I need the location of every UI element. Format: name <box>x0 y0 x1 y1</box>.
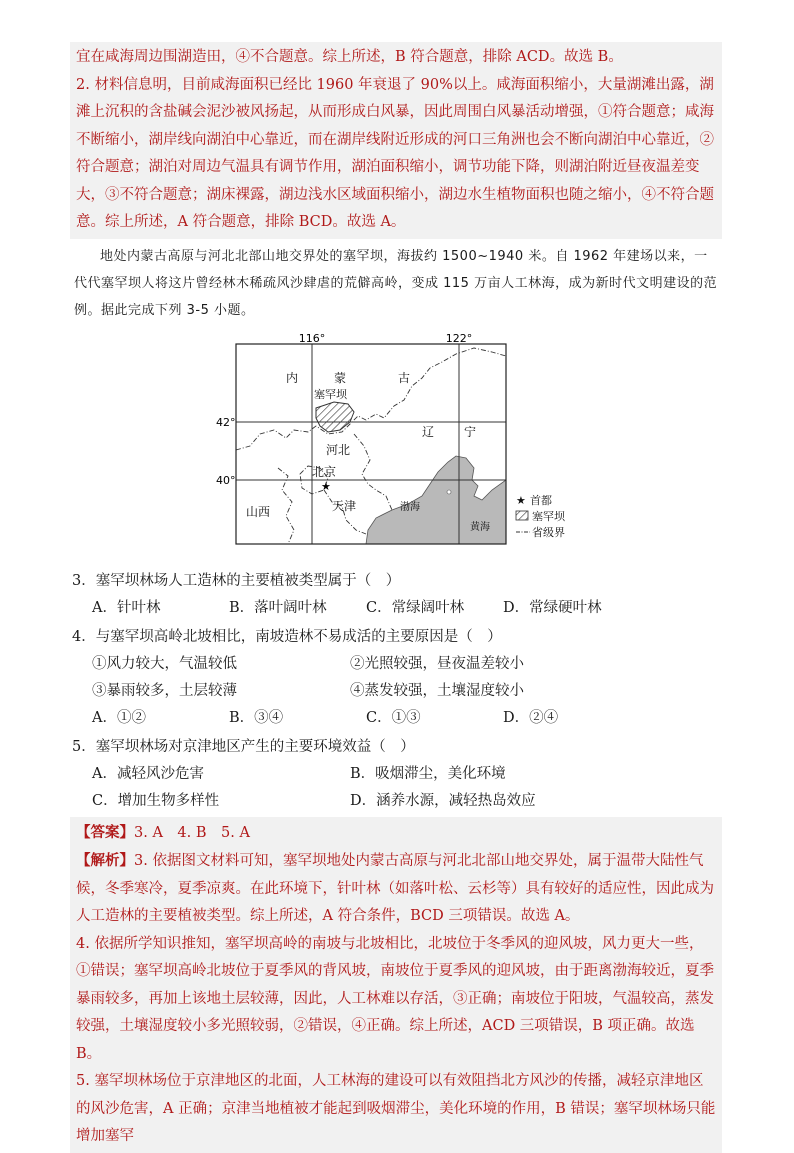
saihanba-location-map <box>216 334 636 566</box>
q5-option-c[interactable]: C．增加生物多样性 <box>92 792 220 809</box>
label-meng: 蒙 <box>334 370 347 385</box>
label-ning: 宁 <box>464 424 477 439</box>
question-3 <box>70 568 722 622</box>
lon-label-116: 116° <box>298 333 326 345</box>
q4-statement-4: ④蒸发较强，土壤湿度较小 <box>350 682 524 699</box>
q3-option-a[interactable]: A．针叶林 <box>92 599 161 616</box>
beijing-capital-star-icon: ★ <box>321 479 331 493</box>
label-beijing: 北京 <box>312 464 337 479</box>
q5-option-b[interactable]: B．吸烟滞尘，美化环境 <box>350 765 506 782</box>
lat-label-42: 42° <box>216 415 236 429</box>
analysis-q3-text: 3. 依据图文材料可知，塞罕坝地处内蒙古高原与河北北部山地交界处，属于温带大陆性气候，冬季寒冷，夏季凉爽。在此环境下，针叶林（如落叶松、云杉等）具有较好的适应性，因此成为人工造林的主要植被类型。综上所述，A 符合条件，BCD 三项错误。故选 A。 <box>76 853 714 924</box>
page-content <box>70 42 722 1153</box>
q3-option-d[interactable]: D．常绿硬叶林 <box>503 599 602 616</box>
legend-star-icon: ★ <box>516 493 526 507</box>
question-3-options <box>72 595 722 622</box>
analysis-line-1: 宜在咸海周边围湖造田，④不合题意。综上所述，B 符合题意，排除 ACD。故选 B。 <box>76 49 623 65</box>
label-tianjin: 天津 <box>332 498 357 513</box>
question-4-statements <box>72 651 722 705</box>
label-saihanba: 塞罕坝 <box>314 387 347 401</box>
question-4 <box>70 624 722 732</box>
label-liao: 辽 <box>422 424 435 439</box>
q4-option-d[interactable]: D．②④ <box>503 709 559 726</box>
q3-option-c[interactable]: C．常绿阔叶林 <box>366 599 465 616</box>
answer-value: 3. A 4. B 5. A <box>134 824 250 841</box>
saihanba-hatched-area <box>316 402 354 432</box>
legend-capital-label: 首都 <box>530 493 552 507</box>
lon-label-122: 122° <box>445 333 473 345</box>
label-nei: 内 <box>286 370 299 385</box>
question-5-stem: 5．塞罕坝林场对京津地区产生的主要环境效益（ ） <box>72 738 415 755</box>
q4-option-c[interactable]: C．①③ <box>366 709 421 726</box>
analysis-tag: 【解析】 <box>76 852 134 869</box>
label-huanghai: 黄海 <box>470 521 490 533</box>
q4-option-b[interactable]: B．③④ <box>229 709 284 726</box>
q4-statement-1: ①风力较大，气温较低 <box>92 655 237 672</box>
answer-tag: 【答案】 <box>76 823 134 841</box>
reading-material <box>70 243 722 324</box>
label-shanxi: 山西 <box>246 504 271 519</box>
q4-statement-3: ③暴雨较多，土层较薄 <box>92 682 237 699</box>
q4-statement-2: ②光照较强，昼夜温差较小 <box>350 655 524 672</box>
q4-option-a[interactable]: A．①② <box>92 709 146 726</box>
material-text: 地处内蒙古高原与河北北部山地交界处的塞罕坝，海拔约 1500~1940 米。自 1962 年建场以来，一代代塞罕坝人将这片曾经林木稀疏风沙肆虐的荒僻高岭，变成 115 万亩人工林海，成为新时代文明建设的范例。据此完成下列 3-5 小题。 <box>74 248 718 318</box>
label-bohai: 渤海 <box>400 501 420 513</box>
analysis-q5: 5. 塞罕坝林场位于京津地区的北面，人工林海的建设可以有效阻挡北方风沙的传播，减轻京津地区的风沙危害，A 正确；京津当地植被才能起到吸烟滞尘，美化环境的作用，B 错误；塞罕坝林场只能增加塞罕 <box>76 1073 716 1144</box>
answer-line <box>76 819 716 848</box>
legend-saihanba-label: 塞罕坝 <box>532 509 565 523</box>
legend-hatch-swatch <box>516 511 528 520</box>
previous-analysis-block <box>70 42 722 239</box>
q5-option-a[interactable]: A．减轻风沙危害 <box>92 765 204 782</box>
lat-label-40: 40° <box>216 473 236 487</box>
analysis-q4: 4. 依据所学知识推知，塞罕坝高岭的南坡与北坡相比，北坡位于冬季风的迎风坡，风力更大一些，①错误；塞罕坝高岭北坡位于夏季风的背风坡，南坡位于夏季风的迎风坡，由于距离渤海较近，夏季暴雨较多，再加上该地土层较薄，因此，人工林难以存活，③正确；南坡位于阳坡，气温较高，蒸发较强，土壤湿度较小多光照较弱，②错误，④正确。综上所述，ACD 三项错误，B 项正确。故选 B。 <box>76 935 714 1062</box>
question-5-options <box>72 761 722 815</box>
q5-option-d[interactable]: D．涵养水源，减轻热岛效应 <box>350 792 536 809</box>
analysis-question-2: 2. 材料信息明，目前咸海面积已经比 1960 年衰退了 90%以上。咸海面积缩小，大量湖滩出露，湖滩上沉积的含盐碱会泥沙被风扬起，从而形成白风暴，因此周围白风暴活动增强，①符合题意；咸海不断缩小，湖岸线向湖泊中心靠近，而在湖岸线附近形成的河口三角洲也会不断向湖泊中心靠近，②符合题意；湖泊对周边气温具有调节作用，湖泊面积缩小，调节功能下降，则湖泊附近昼夜温差变大，③不符合题意；湖床裸露，湖边浅水区域面积缩小，湖边水生植物面积也随之缩小，④不符合题意。综上所述，A 符合题意，排除 BCD。故选 A。 <box>76 76 714 230</box>
question-4-options <box>72 705 722 732</box>
question-4-stem: 4．与塞罕坝高岭北坡相比，南坡造林不易成活的主要原因是（ ） <box>72 628 502 645</box>
legend-boundary-label: 省级界 <box>532 525 565 539</box>
map-svg <box>216 334 636 566</box>
q3-option-b[interactable]: B．落叶阔叶林 <box>229 599 327 616</box>
label-gu: 古 <box>398 370 411 385</box>
analysis-q3 <box>76 847 716 931</box>
question-5 <box>70 734 722 815</box>
answer-block <box>70 817 722 1153</box>
question-3-stem: 3．塞罕坝林场人工造林的主要植被类型属于（ ） <box>72 572 401 589</box>
label-hebei: 河北 <box>326 442 351 457</box>
